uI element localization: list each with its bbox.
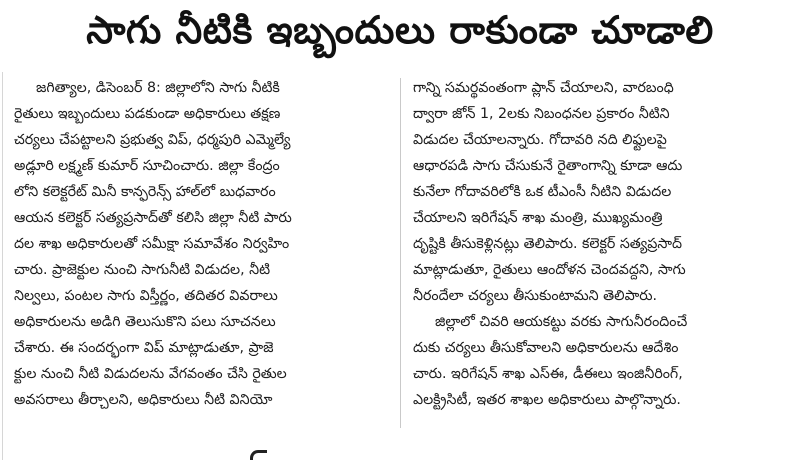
text-line: రైతులు ఇబ్బందులు పడకుండా అధికారులు తక్షణ bbox=[14, 106, 281, 122]
headline-area bbox=[0, 0, 800, 70]
text-line: చర్యలు చేపట్టాలని ప్రభుత్వ విప్, ధర్మపురి ఎమ్మెల్యే bbox=[14, 132, 291, 148]
headline: సాగు నీటికి ఇబ్బందులు రాకుండా చూడాలి bbox=[86, 8, 714, 52]
text-line: అవసరాలు తీర్చాలని, అధికారులు నీటి వినియో bbox=[14, 392, 273, 408]
text-line: మాట్లాడుతూ, రైతులు ఆందోళన చెందవద్దని, సాగు bbox=[413, 262, 686, 278]
text-line: అధికారులను అడిగి తెలుసుకొని పలు సూచనలు bbox=[14, 314, 276, 330]
text-line: నిల్వలు, పంటల సాగు విస్తీర్ణం, తదితర వివరాలు bbox=[14, 288, 278, 304]
text-line: ఆధారపడి సాగు చేసుకునే రైతాంగాన్ని కూడా ఆదు bbox=[413, 158, 683, 174]
text-line: లోని కలెక్టరేట్ మినీ కాన్ఫరెన్స్ హాల్‌లో బుధవారం bbox=[14, 184, 276, 200]
text-line: ఆయన కలెక్టర్ సత్యప్రసాద్‌తో కలిసి జిల్లా నీటి పారు bbox=[14, 210, 292, 226]
text-line: చేయాలని ఇరిగేషన్ శాఖ మంత్రి, ముఖ్యమంత్రి bbox=[413, 210, 663, 226]
text-line: దల శాఖ అధికారులతో సమీక్షా సమావేశం నిర్వహిం bbox=[14, 236, 290, 252]
text-line: విడుదల చేయాలన్నారు. గోదావరి నది లిఫ్టులపై bbox=[413, 132, 667, 148]
text-line: క్టుల నుంచి నీటి విడుదలను వేగవంతం చేసి రైతుల bbox=[14, 366, 287, 382]
text-line: జిల్లాలో చివరి ఆయకట్టు వరకు సాగునీరందించే bbox=[435, 314, 688, 330]
text-line: జగిత్యాల, డిసెంబర్ 8: జిల్లాలోని సాగు నీటికి bbox=[36, 80, 280, 96]
text-line: అడ్లూరి లక్ష్మణ్ కుమార్ సూచించారు. జిల్లా కేంద్రం bbox=[14, 158, 280, 174]
text-line: ఎలక్ట్రిసిటీ, ఇతర శాఖల అధికారులు పాల్గొన్నారు. bbox=[413, 392, 681, 408]
left-column bbox=[14, 75, 392, 413]
text-line: కునేలా గోదావరిలోకి ఒక టీఎంసీ నీటిని విడుదల bbox=[413, 184, 672, 200]
text-line: దృష్టికి తీసుకెళ్లినట్లు తెలిపారు. కలెక్టర్ సత్యప్రసాద్ bbox=[413, 236, 682, 252]
right-column bbox=[413, 75, 783, 413]
column-divider bbox=[400, 78, 401, 428]
next-headline-fragment bbox=[250, 450, 267, 460]
text-line: చేశారు. ఈ సందర్భంగా విప్ మాట్లాడుతూ, ప్రాజె bbox=[14, 340, 274, 356]
text-line: చారు. ఇరిగేషన్ శాఖ ఎస్ఈ, డీఈలు ఇంజినీరింగ్, bbox=[413, 366, 683, 382]
text-line: చారు. ప్రాజెక్టుల నుంచి సాగునీటి విడుదల, నీటి bbox=[14, 262, 271, 278]
text-line: నీరందేలా చర్యలు తీసుకుంటామని తెలిపారు. bbox=[413, 288, 658, 304]
left-edge-rule bbox=[2, 72, 3, 460]
text-line: ద్వారా జోన్ 1, 2లకు నిబంధనల ప్రకారం నీటిని bbox=[413, 106, 670, 122]
text-line: గాన్ని సమర్థవంతంగా ప్లాన్ చేయాలని, వారబంధి bbox=[413, 80, 674, 96]
text-line: దుకు చర్యలు తీసుకోవాలని అధికారులను ఆదేశిం bbox=[413, 340, 679, 356]
